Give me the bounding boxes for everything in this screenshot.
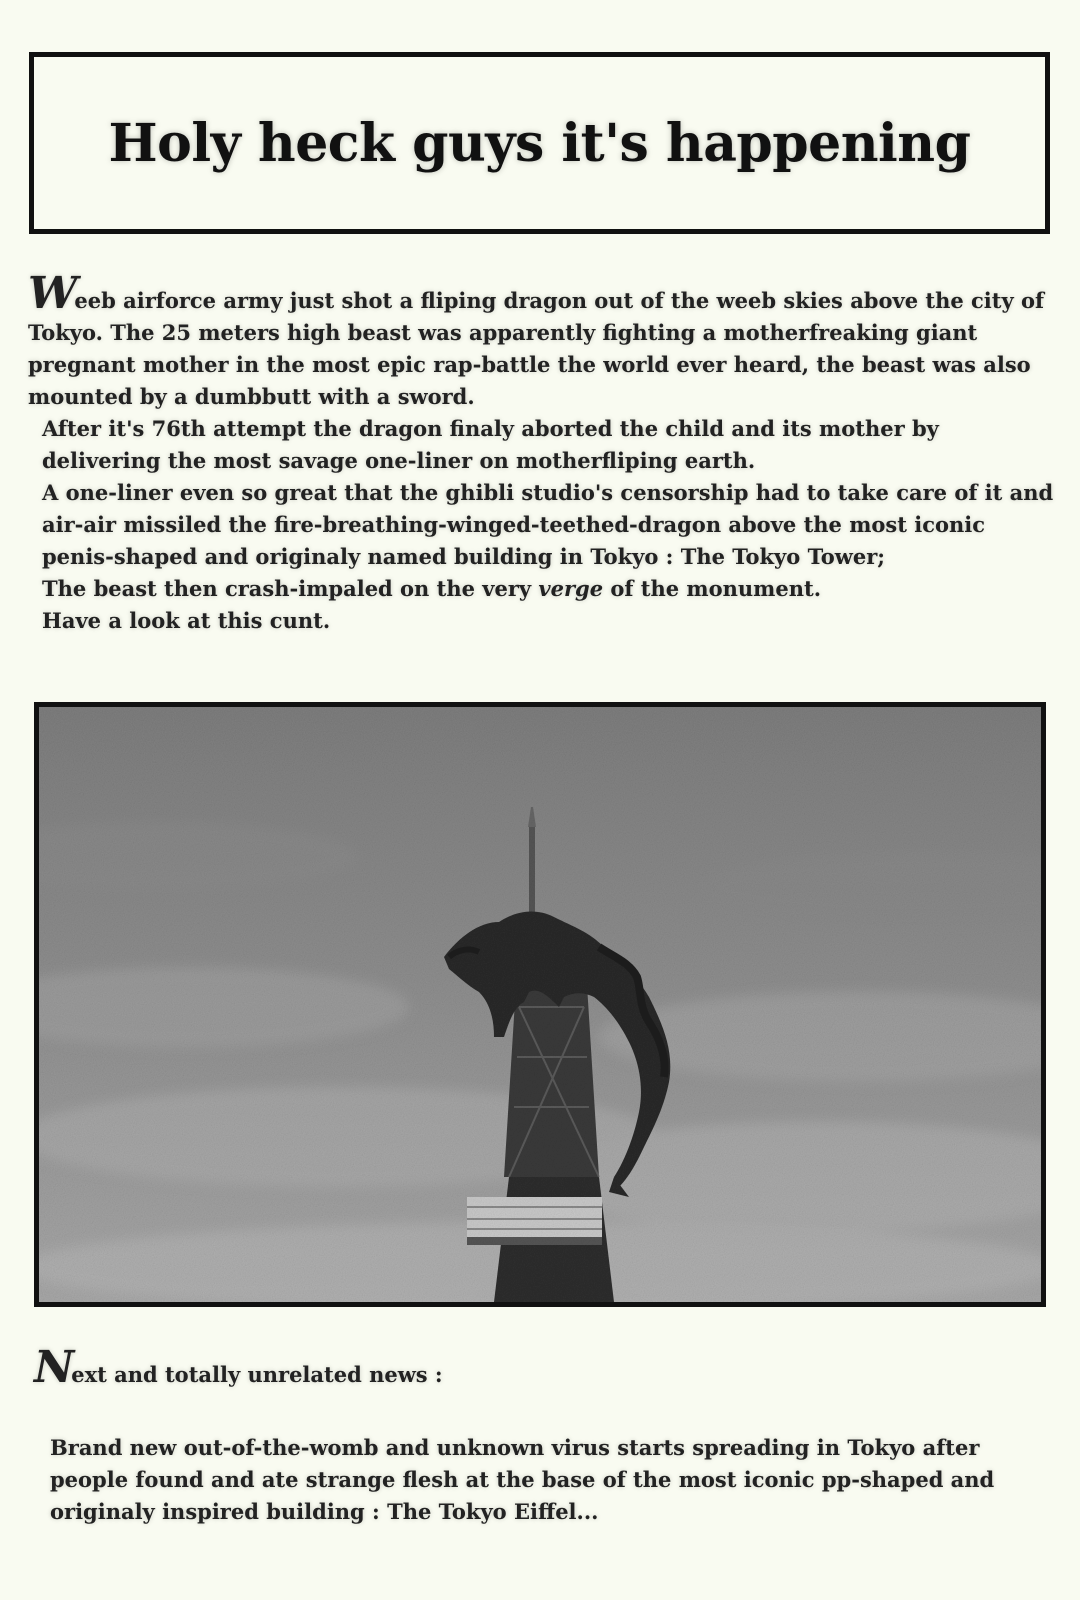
article-emphasis: verge	[538, 576, 604, 601]
next-news-body: Brand new out-of-the-womb and unknown virus starts spreading in Tokyo after people found and ate strange flesh at the base of the most iconic pp-shaped and originaly inspired building : The Tokyo Eiffel...	[50, 1435, 995, 1524]
next-news-heading-text: ext and totally unrelated news :	[71, 1362, 443, 1387]
article-paragraph-1	[28, 268, 1058, 413]
headline: Holy heck guys it's happening	[108, 112, 971, 174]
next-news-heading	[34, 1342, 443, 1393]
article-text-4b: of the monument.	[603, 576, 822, 601]
article-text-1: eeb airforce army just shot a fliping dragon out of the weeb skies above the city of Tokyo. The 25 meters high beast was apparently fighting a motherfreaking giant pregnant mother in the most epic rap-battle the world ever heard, the beast was also mounted by a dumbbutt with a sword.	[28, 288, 1045, 409]
news-photo	[34, 702, 1046, 1307]
article-paragraph-4	[28, 573, 1058, 605]
article-body	[28, 268, 1058, 637]
article-paragraph-5: Have a look at this cunt.	[42, 608, 331, 633]
article-dropcap: W	[28, 268, 75, 319]
headline-box	[29, 52, 1050, 234]
next-news-dropcap: N	[34, 1342, 72, 1393]
article-text-4a: The beast then crash-impaled on the very	[42, 576, 539, 601]
article-paragraph-3: A one-liner even so great that the ghibli studio's censorship had to take care of it and air-air missiled the fire-breathing-winged-teethed-dragon above the most iconic penis-shaped and originaly named building in Tokyo : The Tokyo Tower;	[42, 480, 1054, 569]
photo-dragon-on-tower	[39, 707, 1041, 1302]
article-paragraph-2: After it's 76th attempt the dragon finaly aborted the child and its mother by delivering the most savage one-liner on motherfliping earth.	[42, 416, 939, 473]
